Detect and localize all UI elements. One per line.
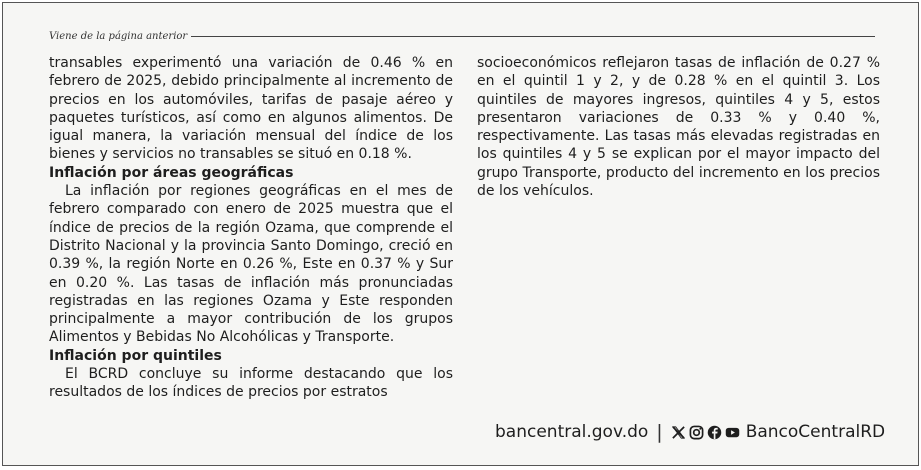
footer-contact	[495, 421, 885, 443]
website-link[interactable]: bancentral.gov.do	[495, 422, 649, 442]
x-icon[interactable]	[671, 425, 686, 440]
social-icons	[671, 425, 740, 440]
newspaper-page	[2, 2, 919, 466]
facebook-icon[interactable]	[707, 425, 722, 440]
right-column	[477, 54, 880, 200]
header-rule	[191, 36, 875, 37]
social-handle[interactable]: BancoCentralRD	[745, 422, 886, 442]
instagram-icon[interactable]	[689, 425, 704, 440]
left-column	[49, 54, 453, 402]
section-title-geographic: Inflación por áreas geográficas	[49, 164, 294, 181]
quintiles-continuation-paragraph: socioeconómicos reflejaron tasas de inflación de 0.27 % en el quintil 1 y 2, y de 0.28 % en el quintil 3. Los quintiles de mayores ingresos, quintiles 4 y 5, estos presentaron variaciones de 0.33 % y 0.40 %, respectivamente. Las tasas más elevadas registradas en los quintiles 4 y 5 se explican por el mayor impacto del grupo Transporte, producto del incremento en los precios de los vehículos.	[477, 55, 880, 200]
footer-separator: |	[656, 421, 663, 443]
intro-paragraph: transables experimentó una variación de 0.46 % en febrero de 2025, debido principalmente al incremento de precios en los automóviles, tarifas de pasaje aéreo y paquetes turísticos, así como en algunos alimentos. De igual manera, la variación mensual del índice de los bienes y servicios no transables se situó en 0.18 %.	[49, 55, 453, 163]
continued-from-label: Viene de la página anterior	[49, 31, 188, 42]
quintiles-paragraph: El BCRD concluye su informe destacando que los resultados de los índices de precios por estratos	[49, 366, 453, 401]
section-title-quintiles: Inflación por quintiles	[49, 347, 222, 364]
continuation-header	[49, 31, 875, 42]
youtube-icon[interactable]	[725, 425, 740, 440]
geographic-paragraph: La inflación por regiones geográficas en el mes de febrero comparado con enero de 2025 muestra que el índice de precios de la región Ozama, que comprende el Distrito Nacional y la provincia Santo Domingo, creció en 0.39 %, la región Norte en 0.26 %, Este en 0.37 % y Sur en 0.20 %. Las tasas de inflación más pronunciadas registradas en las regiones Ozama y Este responden principalmente a mayor contribución de los grupos Alimentos y Bebidas No Alcohólicas y Transporte.	[49, 183, 453, 346]
